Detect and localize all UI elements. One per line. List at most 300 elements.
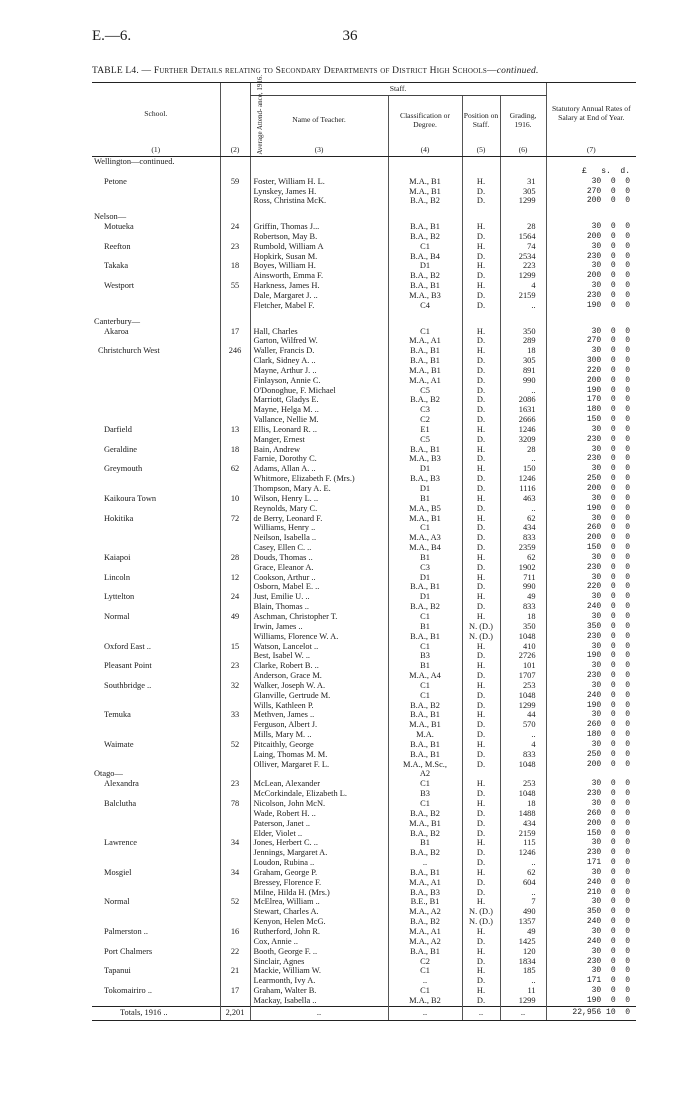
cell-salary: 200 0 0 <box>546 484 636 494</box>
cell-salary: 30 0 0 <box>546 346 636 356</box>
cell-grading: 1902 <box>500 563 546 573</box>
cell-school <box>92 878 220 888</box>
cell-school: Geraldine <box>104 444 138 454</box>
cell-attendance: 16 <box>220 927 250 937</box>
cell-attendance <box>220 386 250 396</box>
table-row <box>92 291 636 301</box>
cell-school <box>92 720 220 730</box>
cell-teacher: Douds, Thomas .. <box>250 553 388 563</box>
cell-position: D. <box>462 858 500 868</box>
cell-salary: 240 0 0 <box>546 937 636 947</box>
cell-position: D. <box>462 504 500 514</box>
cell-teacher: Laing, Thomas M. M. <box>250 750 388 760</box>
cell-grading: 990 <box>500 376 546 386</box>
cell-salary: 30 0 0 <box>546 592 636 602</box>
cell-attendance: 24 <box>220 222 250 232</box>
cell-teacher: Learmonth, Ivy A. <box>250 976 388 986</box>
cell-grading: 74 <box>500 242 546 252</box>
cell-salary: 250 0 0 <box>546 474 636 484</box>
cell-position: D. <box>462 701 500 711</box>
cell-grading: 1048 <box>500 760 546 770</box>
cell-classification: C1 <box>388 986 462 996</box>
cell-position: D. <box>462 563 500 573</box>
cell-salary: 230 0 0 <box>546 252 636 262</box>
cell-attendance: 55 <box>220 281 250 291</box>
cell-grading: 2159 <box>500 829 546 839</box>
cell-school <box>92 622 220 632</box>
cell-school <box>92 454 220 464</box>
table-row <box>92 947 636 957</box>
cell-teacher: Stewart, Charles A. <box>250 907 388 917</box>
cell-position: H. <box>462 947 500 957</box>
col-class-header: Classification or Degree. <box>388 96 462 145</box>
cell-salary: 171 0 0 <box>546 858 636 868</box>
table-row <box>92 484 636 494</box>
cell-attendance: 34 <box>220 868 250 878</box>
cell-classification: A2 <box>388 769 462 779</box>
cell-position: D. <box>462 602 500 612</box>
cell-school <box>92 632 220 642</box>
page-header <box>0 28 700 52</box>
cell-teacher: de Berry, Leonard F. <box>250 514 388 524</box>
cell-salary: 30 0 0 <box>546 897 636 907</box>
table-row <box>92 642 636 652</box>
cell-position: H. <box>462 927 500 937</box>
cell-position: H. <box>462 445 500 455</box>
cell-grading: .. <box>500 976 546 986</box>
cell-school: Tapanui <box>104 966 131 976</box>
cell-classification: B.A., B2 <box>388 809 462 819</box>
cell-attendance: 49 <box>220 612 250 622</box>
table-row <box>92 196 636 206</box>
cell-grading: 1048 <box>500 632 546 642</box>
cell-teacher: O'Donoghue, F. Michael <box>250 386 388 396</box>
cell-position: D. <box>462 301 500 311</box>
cell-salary: 300 0 0 <box>546 356 636 366</box>
cell-attendance <box>220 888 250 898</box>
table-row <box>92 907 636 917</box>
cell-school: Normal <box>104 897 130 907</box>
cell-school <box>92 356 220 366</box>
cell-school <box>92 937 220 947</box>
cell-salary: 230 0 0 <box>546 957 636 967</box>
cell-teacher: Hopkirk, Susan M. <box>250 252 388 262</box>
cell-grading: 62 <box>500 553 546 563</box>
cell-classification: C2 <box>388 957 462 967</box>
cell-salary: 230 0 0 <box>546 848 636 858</box>
cell-teacher: Lynskey, James H. <box>250 187 388 197</box>
cell-school: Tokomairiro .. <box>104 986 153 996</box>
table-row <box>92 878 636 888</box>
cell-attendance <box>220 691 250 701</box>
cell-salary: 30 0 0 <box>546 642 636 652</box>
cell-position: D. <box>462 386 500 396</box>
cell-classification: B.A., B2 <box>388 232 462 242</box>
cell-position: H. <box>462 897 500 907</box>
table-row <box>92 232 636 242</box>
cell-position: D. <box>462 671 500 681</box>
cell-school: Kaikoura Town <box>104 493 157 503</box>
cell-position: D. <box>462 543 500 553</box>
cell-school <box>92 543 220 553</box>
col-number: (5) <box>462 145 500 157</box>
cell-school <box>92 907 220 917</box>
cell-grading: 2666 <box>500 415 546 425</box>
cell-school <box>92 671 220 681</box>
table-row <box>92 445 636 455</box>
cell-school: Lincoln <box>104 572 131 582</box>
cell-teacher: Loudon, Rubina .. <box>250 858 388 868</box>
cell-classification: B.A., B1 <box>388 356 462 366</box>
cell-classification: B.A., B4 <box>388 252 462 262</box>
cell-classification: B.E., B1 <box>388 897 462 907</box>
cell-salary: 30 0 0 <box>546 612 636 622</box>
table-row <box>92 710 636 720</box>
cell-school: Mosgiel <box>104 867 132 877</box>
cell-position: D. <box>462 819 500 829</box>
cell-attendance <box>220 232 250 242</box>
cell-classification: B1 <box>388 838 462 848</box>
cell-classification <box>388 167 462 177</box>
cell-salary: 30 0 0 <box>546 966 636 976</box>
cell-position: D. <box>462 196 500 206</box>
cell-salary: 30 0 0 <box>546 947 636 957</box>
cell-attendance <box>220 157 250 167</box>
cell-grading: 2359 <box>500 543 546 553</box>
cell-position: D. <box>462 750 500 760</box>
cell-school: Akaroa <box>104 326 129 336</box>
cell-attendance: 24 <box>220 592 250 602</box>
cell-position: D. <box>462 232 500 242</box>
table-row <box>92 681 636 691</box>
table-row <box>92 376 636 386</box>
cell-school: Greymouth <box>104 464 143 474</box>
cell-grading: 1048 <box>500 789 546 799</box>
cell-salary: 230 0 0 <box>546 671 636 681</box>
cell-attendance: 52 <box>220 740 250 750</box>
cell-position: N. (D.) <box>462 622 500 632</box>
cell-classification: M.A. <box>388 730 462 740</box>
table-row <box>92 838 636 848</box>
cell-grading: .. <box>500 858 546 868</box>
table-row <box>92 858 636 868</box>
table-row <box>92 346 636 356</box>
table-row <box>92 425 636 435</box>
table-row <box>92 187 636 197</box>
cell-grading <box>500 167 546 177</box>
cell-attendance <box>220 632 250 642</box>
cell-teacher: Bain, Andrew <box>250 445 388 455</box>
cell-classification: D1 <box>388 464 462 474</box>
cell-classification: B.A., B1 <box>388 445 462 455</box>
cell-grading: 1707 <box>500 671 546 681</box>
table-row <box>92 464 636 474</box>
cell-grading: 49 <box>500 592 546 602</box>
cell-grading: 833 <box>500 533 546 543</box>
cell-teacher: Manger, Ernest <box>250 435 388 445</box>
cell-classification: B3 <box>388 651 462 661</box>
cell-classification: C2 <box>388 415 462 425</box>
cell-salary: 30 0 0 <box>546 573 636 583</box>
cell-attendance <box>220 848 250 858</box>
cell-position: D. <box>462 957 500 967</box>
table-row <box>92 799 636 809</box>
table-row <box>92 543 636 553</box>
cell-grading: 11 <box>500 986 546 996</box>
cell-teacher: Grace, Eleanor A. <box>250 563 388 573</box>
cell-classification: C3 <box>388 405 462 415</box>
cell-teacher: Milne, Hilda H. (Mrs.) <box>250 888 388 898</box>
table-title: Further Details relating to Secondary Departments of District High Schools <box>153 66 487 76</box>
cell-grading: 253 <box>500 681 546 691</box>
cell-attendance: 13 <box>220 425 250 435</box>
cell-salary: 171 0 0 <box>546 976 636 986</box>
cell-position: H. <box>462 838 500 848</box>
cell-salary <box>546 212 636 222</box>
cell-salary: 30 0 0 <box>546 927 636 937</box>
cell-position <box>462 167 500 177</box>
table-row <box>92 514 636 524</box>
cell-grading: 2534 <box>500 252 546 262</box>
cell-attendance <box>220 809 250 819</box>
cell-teacher: Mackie, William W. <box>250 966 388 976</box>
cell-grading: 115 <box>500 838 546 848</box>
cell-school <box>92 730 220 740</box>
col-number: (1) <box>92 145 220 157</box>
cell-salary: 170 0 0 <box>546 395 636 405</box>
cell-salary: 30 0 0 <box>546 242 636 252</box>
cell-position: D. <box>462 484 500 494</box>
cell-school: Pleasant Point <box>104 661 152 671</box>
cell-classification: D1 <box>388 484 462 494</box>
cell-teacher: Mayne, Helga M. .. <box>250 405 388 415</box>
cell-attendance <box>220 720 250 730</box>
cell-attendance <box>220 523 250 533</box>
cell-teacher: McElrea, William .. <box>250 897 388 907</box>
table-row <box>92 602 636 612</box>
cell-school: Hokitika <box>104 513 134 523</box>
cell-salary: 30 0 0 <box>546 281 636 291</box>
cell-position: H. <box>462 710 500 720</box>
cell-school: Lyttelton <box>104 592 135 602</box>
cell-salary: 30 0 0 <box>546 681 636 691</box>
cell-school: Normal <box>104 611 130 621</box>
cell-teacher: Jones, Herbert C. .. <box>250 838 388 848</box>
cell-grading: 120 <box>500 947 546 957</box>
cell-position: H. <box>462 514 500 524</box>
cell-position: D. <box>462 789 500 799</box>
cell-classification: C5 <box>388 435 462 445</box>
cell-salary: 30 0 0 <box>546 868 636 878</box>
cell-grading: 711 <box>500 573 546 583</box>
cell-salary: 190 0 0 <box>546 301 636 311</box>
cell-classification: B.A., B1 <box>388 222 462 232</box>
table-row <box>92 996 636 1006</box>
cell-school: Nelson— <box>94 212 127 222</box>
cell-attendance: 23 <box>220 779 250 789</box>
cell-school <box>92 563 220 573</box>
col-position-header: Position on Staff. <box>462 96 500 145</box>
cell-school: Temuka <box>104 710 131 720</box>
totals-grading: .. <box>500 1006 546 1020</box>
cell-classification: B1 <box>388 661 462 671</box>
cell-attendance <box>220 336 250 346</box>
cell-classification: C5 <box>388 386 462 396</box>
cell-position: D. <box>462 582 500 592</box>
cell-attendance: 21 <box>220 966 250 976</box>
cell-grading: 410 <box>500 642 546 652</box>
table-row <box>92 750 636 760</box>
cell-attendance <box>220 504 250 514</box>
cell-grading: 18 <box>500 346 546 356</box>
cell-teacher: Mayne, Arthur J. .. <box>250 366 388 376</box>
col-salary-header: Statutory Annual Rates of Salary at End of Year. <box>546 83 636 146</box>
cell-grading: 1425 <box>500 937 546 947</box>
table-row <box>92 966 636 976</box>
cell-attendance <box>220 750 250 760</box>
table-row <box>92 474 636 484</box>
cell-classification: B.A., B1 <box>388 281 462 291</box>
cell-attendance <box>220 376 250 386</box>
table-row <box>92 405 636 415</box>
cell-position: D. <box>462 760 500 770</box>
cell-teacher: Aschman, Christopher T. <box>250 612 388 622</box>
cell-teacher <box>250 317 388 327</box>
cell-attendance <box>220 976 250 986</box>
cell-classification: M.A., B1 <box>388 177 462 187</box>
table-row <box>92 661 636 671</box>
cell-position: D. <box>462 996 500 1006</box>
cell-salary: 150 0 0 <box>546 415 636 425</box>
cell-position: D. <box>462 376 500 386</box>
cell-classification: M.A., M.Sc., <box>388 760 462 770</box>
cell-salary: 30 0 0 <box>546 425 636 435</box>
cell-grading: 570 <box>500 720 546 730</box>
cell-grading: 2726 <box>500 651 546 661</box>
cell-grading: .. <box>500 301 546 311</box>
cell-attendance <box>220 454 250 464</box>
cell-teacher: Olliver, Margaret F. L. <box>250 760 388 770</box>
cell-attendance: 23 <box>220 242 250 252</box>
cell-classification: M.A., B5 <box>388 504 462 514</box>
cell-teacher: Ainsworth, Emma F. <box>250 271 388 281</box>
cell-grading: 1048 <box>500 691 546 701</box>
cell-grading: 1299 <box>500 196 546 206</box>
cell-position: D. <box>462 523 500 533</box>
cell-teacher: Booth, George F. .. <box>250 947 388 957</box>
cell-attendance <box>220 878 250 888</box>
cell-position: D. <box>462 454 500 464</box>
cell-salary: 350 0 0 <box>546 622 636 632</box>
cell-position: D. <box>462 651 500 661</box>
cell-school <box>92 386 220 396</box>
cell-school: Balclutha <box>104 799 137 808</box>
cell-attendance <box>220 543 250 553</box>
cell-salary: 270 0 0 <box>546 336 636 346</box>
table-row <box>92 336 636 346</box>
cell-school <box>92 888 220 898</box>
cell-school <box>92 405 220 415</box>
cell-school: Southbridge .. <box>104 680 152 690</box>
cell-school <box>92 602 220 612</box>
cell-attendance <box>220 996 250 1006</box>
table-row <box>92 366 636 376</box>
table-row <box>92 868 636 878</box>
cell-position: D. <box>462 848 500 858</box>
cell-salary: 30 0 0 <box>546 779 636 789</box>
cell-salary: 200 0 0 <box>546 376 636 386</box>
cell-teacher: Wade, Robert H. .. <box>250 809 388 819</box>
cell-attendance: 28 <box>220 553 250 563</box>
cell-classification: M.A., B2 <box>388 996 462 1006</box>
table-row <box>92 622 636 632</box>
cell-attendance <box>220 671 250 681</box>
cell-position: D. <box>462 809 500 819</box>
cell-position: H. <box>462 799 500 809</box>
cell-classification: .. <box>388 858 462 868</box>
cell-position: H. <box>462 242 500 252</box>
table-row <box>92 612 636 622</box>
cell-school <box>92 957 220 967</box>
table-row <box>92 701 636 711</box>
cell-classification: M.A., A2 <box>388 937 462 947</box>
cell-grading: 1357 <box>500 917 546 927</box>
cell-salary: £ s. d. <box>546 167 636 177</box>
cell-grading: .. <box>500 454 546 464</box>
cell-classification: D1 <box>388 261 462 271</box>
table-row <box>92 356 636 366</box>
cell-grading: 18 <box>500 612 546 622</box>
cell-attendance <box>220 196 250 206</box>
cell-position: D. <box>462 435 500 445</box>
cell-school <box>92 858 220 868</box>
cell-school <box>92 376 220 386</box>
cell-teacher: Cookson, Arthur .. <box>250 573 388 583</box>
cell-school: Kaiapoi <box>104 552 131 562</box>
cell-classification: D1 <box>388 573 462 583</box>
cell-position: D. <box>462 291 500 301</box>
cell-school <box>92 582 220 592</box>
table-row <box>92 281 636 291</box>
cell-attendance: 23 <box>220 661 250 671</box>
cell-teacher: Anderson, Grace M. <box>250 671 388 681</box>
cell-classification: B.A., B1 <box>388 582 462 592</box>
cell-attendance <box>220 356 250 366</box>
cell-attendance <box>220 474 250 484</box>
cell-attendance <box>220 937 250 947</box>
cell-classification: C1 <box>388 681 462 691</box>
cell-grading: 289 <box>500 336 546 346</box>
cell-position: H. <box>462 222 500 232</box>
cell-attendance <box>220 789 250 799</box>
cell-salary: 30 0 0 <box>546 838 636 848</box>
cell-school <box>92 291 220 301</box>
cell-attendance <box>220 533 250 543</box>
cell-attendance <box>220 651 250 661</box>
cell-grading: 1246 <box>500 425 546 435</box>
cell-position: D. <box>462 720 500 730</box>
cell-teacher: Walker, Joseph W. A. <box>250 681 388 691</box>
cell-classification: M.A., B1 <box>388 819 462 829</box>
cell-school <box>92 996 220 1006</box>
cell-classification: B.A., B1 <box>388 710 462 720</box>
cell-classification: C1 <box>388 691 462 701</box>
cell-classification: B1 <box>388 553 462 563</box>
cell-salary: 30 0 0 <box>546 445 636 455</box>
cell-grading: 253 <box>500 779 546 789</box>
cell-teacher: McLean, Alexander <box>250 779 388 789</box>
cell-attendance: 17 <box>220 327 250 337</box>
